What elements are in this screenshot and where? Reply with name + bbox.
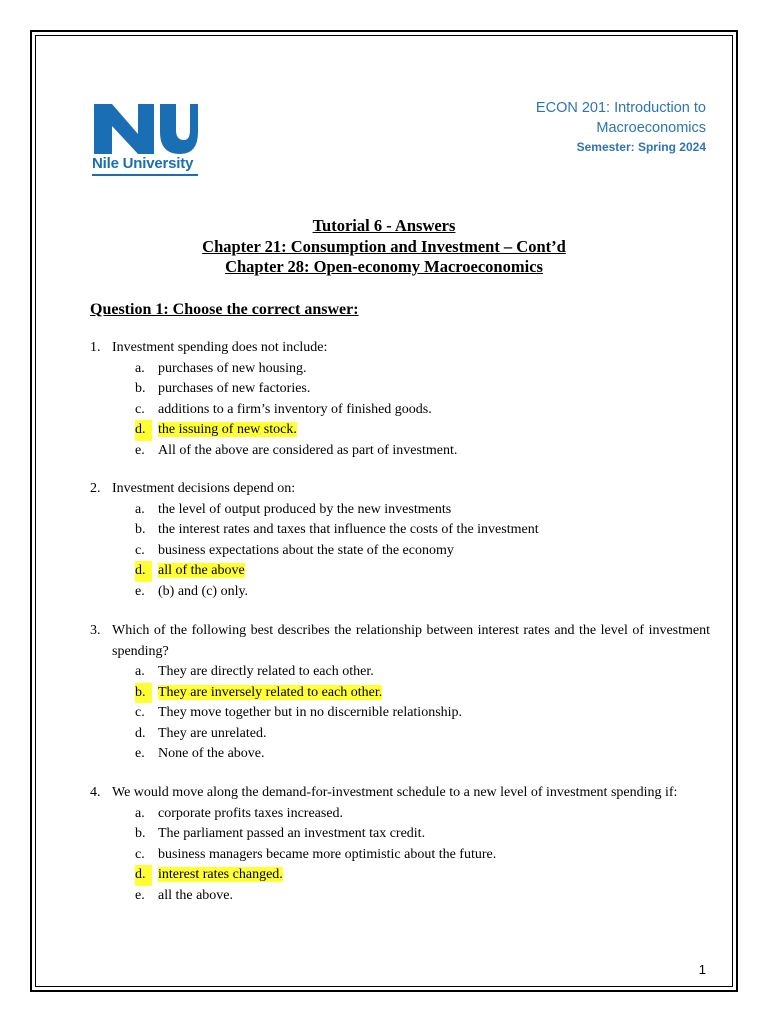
option-c: c. They move together but in no discernible relationship. bbox=[135, 705, 463, 720]
tutorial-title: Tutorial 6 - Answers bbox=[312, 216, 456, 235]
answer-highlight: interest rates changed. bbox=[158, 867, 283, 882]
option-d-correct-answer: d. interest rates changed. bbox=[90, 865, 710, 886]
option-e: e. All of the above are considered as part of investment. bbox=[135, 442, 458, 458]
question-heading: Question 1: Choose the correct answer: bbox=[90, 301, 359, 318]
question-text: We would move along the demand-for-investment schedule to a new level of investment spending if: bbox=[112, 785, 678, 800]
page-number: 1 bbox=[698, 962, 706, 977]
chapter-28-title: Chapter 28: Open-economy Macroeconomics bbox=[225, 257, 543, 276]
question-3 bbox=[90, 621, 710, 765]
option-a: a. corporate profits taxes increased. bbox=[135, 805, 344, 821]
option-a: a. purchases of new housing. bbox=[135, 360, 307, 376]
logo-text: Nile University bbox=[92, 155, 194, 172]
course-title-line1: ECON 201: Introduction to bbox=[535, 100, 706, 116]
question-number: 4. bbox=[90, 785, 101, 800]
chapter-21-title: Chapter 21: Consumption and Investment – Cont’d bbox=[202, 236, 566, 256]
document-titles bbox=[0, 216, 768, 278]
logo-underline bbox=[92, 174, 198, 176]
question-4 bbox=[90, 783, 710, 906]
question-number: 2. bbox=[90, 481, 101, 496]
option-a: a. the level of output produced by the new investments bbox=[135, 501, 452, 517]
answer-highlight: all of the above bbox=[158, 563, 245, 578]
question-text: Investment spending does not include: bbox=[112, 340, 328, 355]
course-info bbox=[536, 98, 706, 156]
option-d-correct-answer: d. all of the above bbox=[90, 561, 710, 582]
option-e: e. (b) and (c) only. bbox=[135, 583, 249, 599]
option-b: b. the interest rates and taxes that influence the costs of the investment bbox=[135, 522, 539, 537]
semester-label: Semester: Spring 2024 bbox=[576, 140, 706, 154]
answer-highlight: the issuing of new stock. bbox=[158, 422, 297, 437]
option-d: d. They are unrelated. bbox=[135, 725, 267, 741]
question-text: Investment decisions depend on: bbox=[112, 481, 296, 496]
option-c: c. business expectations about the state of the economy bbox=[135, 542, 454, 558]
question-number: 3. bbox=[90, 623, 101, 638]
option-e: e. all the above. bbox=[135, 887, 234, 903]
question-2 bbox=[90, 479, 710, 602]
option-b: b. The parliament passed an investment tax credit. bbox=[135, 826, 426, 841]
option-b-correct-answer: b. They are inversely related to each other. bbox=[90, 683, 710, 704]
course-title-line2: Macroeconomics bbox=[596, 120, 706, 136]
question-1 bbox=[90, 338, 710, 461]
option-c: c. additions to a firm’s inventory of finished goods. bbox=[135, 401, 432, 417]
option-e: e. None of the above. bbox=[135, 746, 265, 761]
question-text: Which of the following best describes the relationship between interest rates and the level of investment spending? bbox=[112, 623, 710, 659]
option-d-correct-answer: d. the issuing of new stock. bbox=[90, 420, 710, 441]
option-b: b. purchases of new factories. bbox=[135, 381, 311, 396]
question-number: 1. bbox=[90, 340, 101, 355]
option-c: c. business managers became more optimistic about the future. bbox=[135, 846, 497, 862]
option-a: a. They are directly related to each other. bbox=[135, 664, 374, 679]
answer-highlight: They are inversely related to each other. bbox=[158, 684, 383, 700]
